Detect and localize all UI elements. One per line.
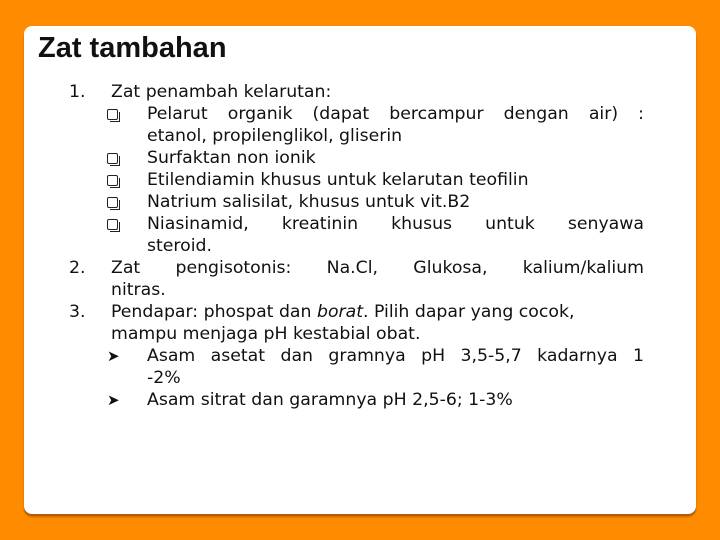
list-item-text: Zat penambah kelarutan: — [111, 82, 332, 102]
sublist-item — [69, 103, 644, 147]
sublist-item-text: Niasinamid, kreatinin khusus untuk senyawa — [147, 214, 644, 234]
list-item — [69, 257, 644, 301]
list-item-text: Zat pengisotonis: Na.Cl, Glukosa, kalium/kalium — [111, 258, 644, 278]
list-number: 2. — [69, 258, 86, 278]
sublist-item-text: Asam sitrat dan garamnya pH 2,5-6; 1-3% — [147, 390, 513, 410]
slide — [24, 26, 696, 514]
list-number: 1. — [69, 82, 86, 102]
text-segment: Pendapar: phospat dan — [111, 302, 317, 322]
checkbox-bullet-icon — [107, 213, 135, 235]
sublist-item-text-cont: -2% — [147, 368, 181, 388]
checkbox-bullet-icon — [107, 169, 135, 191]
slide-content — [69, 81, 644, 411]
list-number: 3. — [69, 302, 86, 322]
sublist-item-text-cont: etanol, propilenglikol, gliserin — [147, 126, 403, 146]
arrow-bullet-icon: ➤ — [107, 391, 120, 409]
list-item-text — [111, 301, 644, 323]
sublist-item-text: Pelarut organik (dapat bercampur dengan air) : — [147, 104, 644, 124]
sublist-item — [69, 169, 644, 191]
sublist-item-text: Surfaktan non ionik — [147, 148, 316, 168]
sublist-item — [69, 345, 644, 389]
sublist-item — [69, 389, 644, 411]
sublist-item — [69, 147, 644, 169]
italic-term: borat — [316, 302, 363, 322]
list-item — [69, 301, 644, 345]
sublist-item — [69, 213, 644, 257]
text-segment: . Pilih dapar yang cocok, — [362, 302, 575, 322]
slide-title: Zat tambahan — [38, 32, 227, 64]
list-item-text-cont: nitras. — [111, 280, 166, 300]
checkbox-bullet-icon — [107, 191, 135, 213]
sublist-item-text: Natrium salisilat, khusus untuk vit.B2 — [147, 192, 471, 212]
arrow-bullet-icon: ➤ — [107, 347, 120, 365]
sublist-item-text-cont: steroid. — [147, 236, 212, 256]
sublist-item-text: Asam asetat dan gramnya pH 3,5-5,7 kadarnya 1 — [147, 346, 644, 366]
sublist-item — [69, 191, 644, 213]
checkbox-bullet-icon — [107, 147, 135, 169]
sublist-item-text: Etilendiamin khusus untuk kelarutan teofilin — [147, 170, 529, 190]
list-item — [69, 81, 644, 103]
checkbox-bullet-icon — [107, 103, 135, 125]
list-item-text-cont: mampu menjaga pH kestabial obat. — [111, 324, 421, 344]
